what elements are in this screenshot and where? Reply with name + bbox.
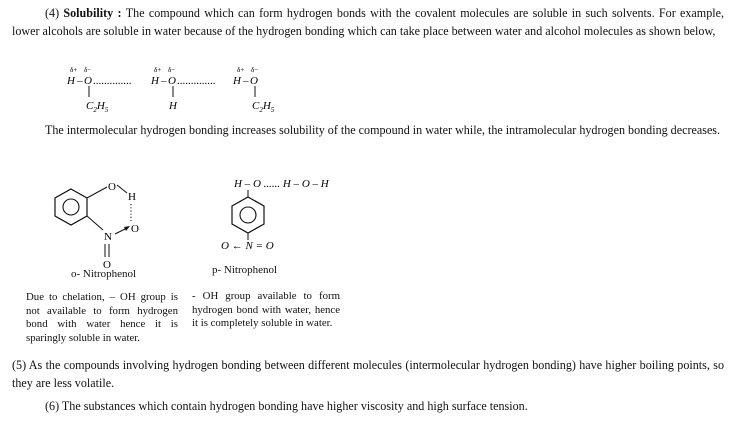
para-nitro-formula: O ← N = O: [221, 240, 274, 252]
delta-minus-1: δ−: [84, 66, 92, 74]
benzene-ring-para: [232, 197, 264, 233]
o-nitrophenol-structure: [55, 181, 139, 271]
paragraph-viscosity: (6) The substances which contain hydrogen bonding have higher viscosity and high surface tension.: [45, 399, 528, 413]
p-nitrophenol-caption: - OH group available to form hydrogen bond with water, hence it is completely soluble in water.: [192, 290, 340, 330]
o-nitrophenol-caption: Due to chelation, – OH group is not available to form hydrogen bond with water hence it is sparingly soluble in water.: [26, 291, 178, 344]
paragraph-boiling-points: (5) As the compounds involving hydrogen bonding between different molecules (intermolecular hydrogen bonding) have higher boiling points, so they are less volatile.: [12, 358, 724, 390]
para-top-formula: H – O ...... H – O – H: [234, 178, 329, 190]
p-nitrophenol-structure: [221, 178, 330, 252]
h-atom-1: H: [67, 75, 75, 87]
delta-minus-3: δ−: [251, 66, 259, 74]
bond-dash-1: –: [77, 75, 83, 87]
hbond-dots-1: ..............: [93, 75, 132, 87]
ortho-o-bottom: O: [103, 259, 111, 271]
o-atom-1: O: [84, 75, 92, 87]
ortho-h-atom: H: [128, 191, 136, 203]
section-heading: Solubility :: [63, 6, 126, 20]
delta-plus-2: δ+: [154, 66, 162, 74]
water-h-atom: H: [169, 100, 177, 112]
delta-minus-2: δ−: [168, 66, 176, 74]
hbond-dots-2: ..............: [177, 75, 216, 87]
benzene-ring-ortho: [55, 189, 87, 225]
ethyl-group-2: $C_2H_5$: [252, 100, 275, 114]
bond-dash-2: –: [161, 75, 167, 87]
o-atom-3: O: [250, 75, 258, 87]
ortho-n-atom: N: [104, 231, 112, 243]
o-nitrophenol-label: o- Nitrophenol: [71, 268, 137, 280]
o-atom-2: O: [168, 75, 176, 87]
bond-dash-3: –: [243, 75, 249, 87]
paragraph-intermolecular: The intermolecular hydrogen bonding increases solubility of the compound in water while, the intramolecular hydrogen bonding decreases.: [45, 123, 721, 137]
delta-plus-1: δ+: [70, 66, 78, 74]
section-text: The compound which can form hydrogen bonds with the covalent molecules are soluble in such solvents. For example, lower alcohols are soluble in water because of the hydrogen bonding which can take place between water and alcohol molecules as shown below,: [12, 6, 725, 38]
aromatic-circle-ortho: [63, 199, 79, 215]
ortho-o-top: O: [108, 181, 116, 193]
ortho-o-right: O: [131, 223, 139, 235]
ethyl-group-1: $C_2H_5$: [86, 100, 109, 114]
aromatic-circle-para: [240, 207, 256, 223]
p-nitrophenol-label: p- Nitrophenol: [212, 264, 278, 276]
h-atom-2: H: [151, 75, 159, 87]
h-atom-3: H: [233, 75, 241, 87]
delta-plus-3: δ+: [237, 66, 245, 74]
section-number: (4): [45, 6, 64, 20]
alcohol-water-hbond-diagram: [66, 66, 275, 114]
